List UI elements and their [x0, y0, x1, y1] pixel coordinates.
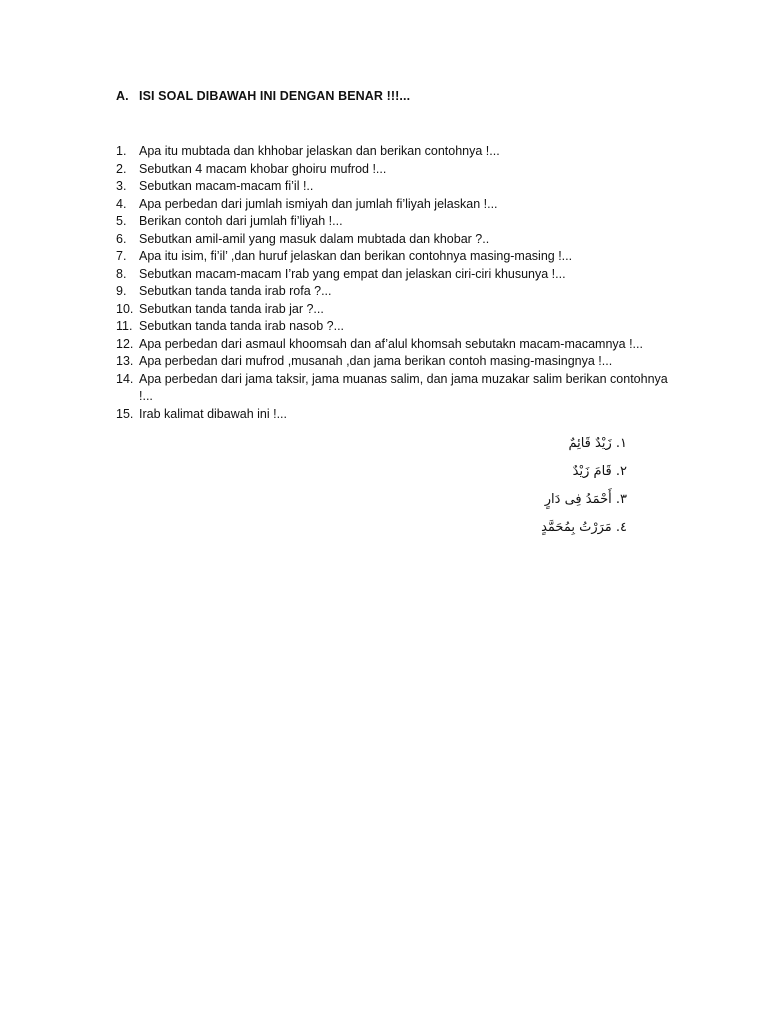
question-text: Irab kalimat dibawah ini !...	[139, 406, 287, 421]
question-text: Sebutkan macam-macam I’rab yang empat dan jelaskan ciri-ciri khusunya !...	[139, 266, 566, 281]
arabic-sentence: ١. زَيْدٌ قَائِمٌ	[568, 436, 627, 451]
question-number: 15.	[116, 406, 134, 421]
question-number: 11.	[116, 319, 133, 333]
question-text: Apa perbedan dari mufrod ,musanah ,dan jama berikan contoh masing-masingnya !...	[139, 354, 613, 368]
question-item	[116, 301, 676, 319]
question-text: Sebutkan macam-macam fi’il !..	[139, 179, 314, 193]
question-item	[116, 196, 676, 214]
question-item	[116, 283, 676, 301]
question-item	[116, 248, 676, 266]
question-text: Sebutkan 4 macam khobar ghoiru mufrod !...	[139, 161, 387, 176]
question-number: 1.	[116, 144, 127, 158]
question-text: Apa perbedan dari asmaul khoomsah dan af’alul khomsah sebutakn macam-macamnya !...	[139, 336, 643, 351]
question-item	[116, 213, 676, 231]
question-item	[116, 143, 676, 161]
question-item	[116, 406, 676, 424]
question-item	[116, 318, 676, 336]
question-text: Apa perbedan dari jumlah ismiyah dan jumlah fi’liyah jelaskan !...	[139, 196, 498, 211]
question-text: Apa perbedan dari jama taksir, jama muanas salim, dan jama muzakar salim berikan contohnya !...	[139, 371, 668, 403]
question-text: Apa itu isim, fi’il’ ,dan huruf jelaskan dan berikan contohnya masing-masing !...	[139, 249, 573, 263]
question-text: Sebutkan tanda tanda irab jar ?...	[139, 301, 324, 316]
question-number: 8.	[116, 266, 127, 281]
question-text: Berikan contoh dari jumlah fi’liyah !...	[139, 214, 343, 228]
question-number: 7.	[116, 249, 127, 263]
question-number: 14.	[116, 371, 134, 386]
question-text: Sebutkan tanda tanda irab nasob ?...	[139, 319, 345, 333]
arabic-sentence: ٢. قَامَ زَيْدٌ	[572, 464, 627, 479]
question-number: 4.	[116, 196, 127, 211]
question-text: Sebutkan amil-amil yang masuk dalam mubtada dan khobar ?..	[139, 231, 490, 246]
question-item	[116, 178, 676, 196]
question-number: 10.	[116, 301, 134, 316]
question-text: Sebutkan tanda tanda irab rofa ?...	[139, 284, 332, 298]
arabic-sentence: ٣. أَحْمَدُ فِى دَارٍ	[544, 492, 627, 507]
section-heading	[116, 89, 410, 103]
section-letter: A.	[116, 89, 129, 103]
question-item	[116, 231, 676, 249]
question-number: 2.	[116, 161, 127, 176]
question-item	[116, 353, 676, 371]
arabic-sentence: ٤. مَرَرْتُ بِمُحَمَّدٍ	[541, 520, 627, 535]
question-item	[116, 161, 676, 179]
arabic-sentence-list	[427, 430, 627, 542]
question-text: Apa itu mubtada dan khhobar jelaskan dan berikan contohnya !...	[139, 144, 500, 158]
question-item	[116, 266, 676, 284]
question-number: 3.	[116, 179, 127, 193]
question-item	[116, 371, 676, 406]
question-number: 5.	[116, 214, 127, 228]
question-number: 6.	[116, 231, 127, 246]
question-list	[116, 143, 676, 423]
question-number: 9.	[116, 284, 127, 298]
question-item	[116, 336, 676, 354]
section-title: ISI SOAL DIBAWAH INI DENGAN BENAR !!!...	[139, 89, 411, 103]
question-number: 13.	[116, 354, 134, 368]
question-number: 12.	[116, 336, 134, 351]
